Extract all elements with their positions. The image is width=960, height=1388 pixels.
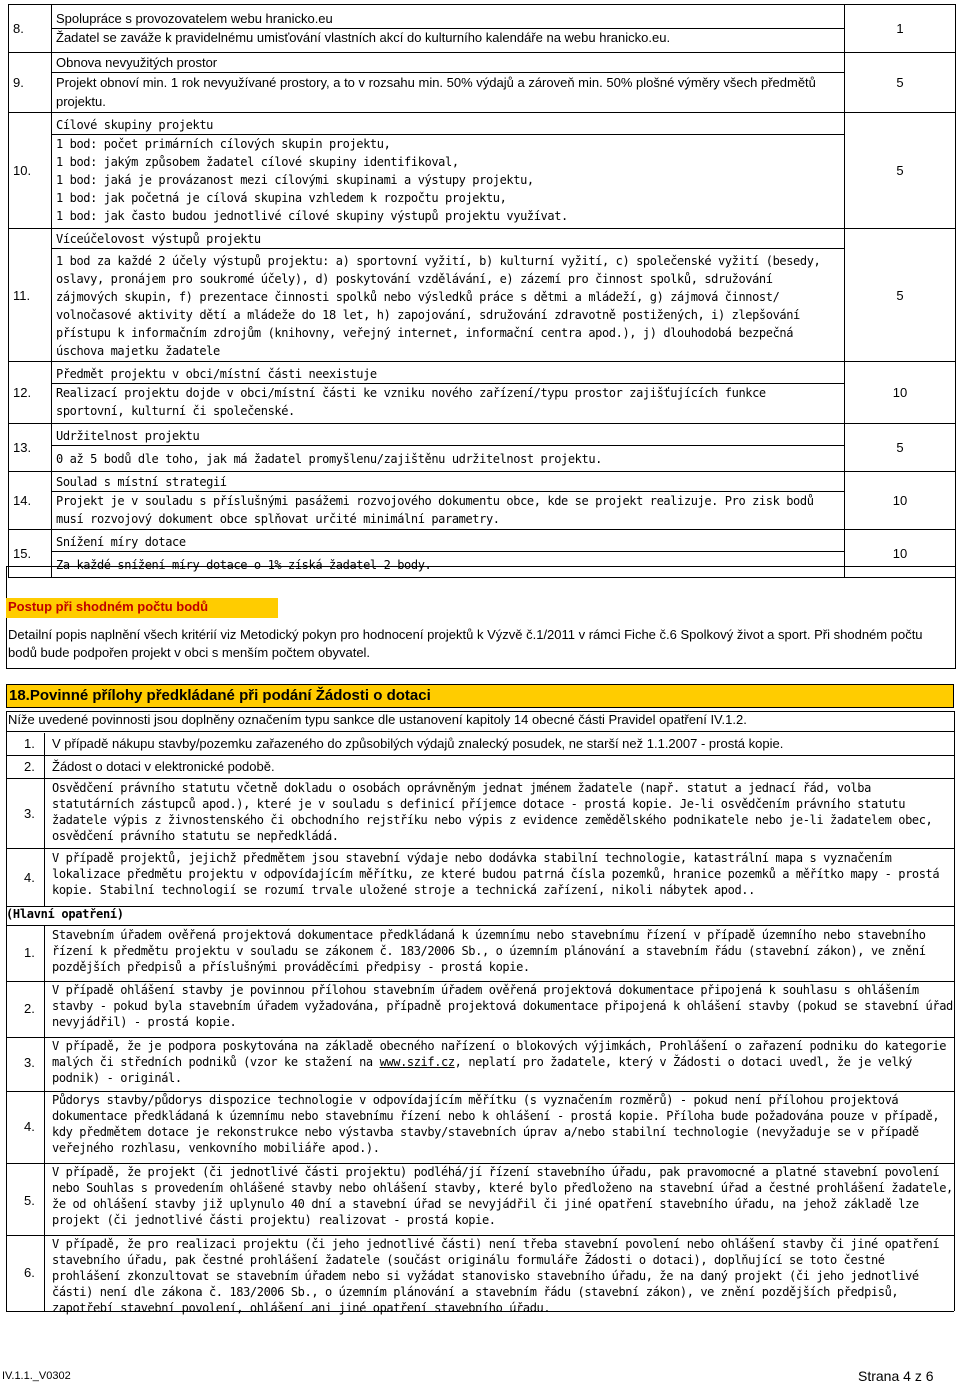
criterion-number: 12. <box>9 362 52 424</box>
criterion-number: 9. <box>9 53 52 113</box>
list-item: 4. V případě projektů, jejichž předmětem jsou stavební výdaje nebo dodávka stabilní technologie, katastrální mapa s vyznačením lokalizace předmětu projektu v odpovídajícím měřítku, ze které budou patrná čísla pozemků, hranice pozemků a měřítko mapy - prostá kopie. Stabilní technologií se rozumí trvale uložené stroje a technická zařízení, nikoli nábytek apod.. <box>24 851 940 897</box>
section-18-intro: Níže uvedené povinnosti jsou doplněny označením typu sankce dle ustanovení kapitoly 14 obecné části Pravidel opatření IV.1.2. <box>8 712 747 727</box>
criteria-row <box>9 229 956 362</box>
criterion-title: Soulad s místní strategií <box>56 475 227 489</box>
list-item: 2. V případě ohlášení stavby je povinnou přílohou stavebním úřadem ověřená projektová dokumentace připojená k souhlasu s ohlášením stavby - pokud byla stavebním úřadem vyžadována, případně projektová dokumentace připojená k ohlášení stavby (pokud se stavební úřad nevyjádřil) - prostá kopie. <box>24 983 953 1029</box>
criterion-number: 8. <box>9 5 52 53</box>
criterion-title: Snížení míry dotace <box>56 535 186 549</box>
criterion-text: Realizací projektu dojde v obci/místní části ke vzniku nového zařízení/typu prostor zajišťujících funkce sportovní, kulturní či společenské. <box>56 386 766 418</box>
list-item: 2. Žádost o dotaci v elektronické podobě. <box>24 759 275 774</box>
criterion-text: 1 bod: jaká je provázanost mezi cílovými skupinami a výstupy projektu, <box>56 173 534 187</box>
criteria-row <box>9 113 956 229</box>
criterion-text: 1 bod: jak často budou jednotlivé cílové skupiny výstupů projektu využívat. <box>56 209 568 223</box>
criterion-title: Obnova nevyužitých prostor <box>56 55 218 70</box>
criterion-points: 5 <box>845 53 956 113</box>
criterion-points: 5 <box>845 113 956 229</box>
criterion-points: 10 <box>845 530 956 578</box>
footer-doc-code: IV.1.1._V0302 <box>2 1370 71 1382</box>
criteria-row <box>9 362 956 424</box>
criterion-points: 1 <box>845 5 956 53</box>
criterion-number: 14. <box>9 472 52 530</box>
criterion-points: 10 <box>845 472 956 530</box>
criteria-row <box>9 424 956 472</box>
list-item: 6. V případě, že pro realizaci projektu (či jeho jednotlivé části) není třeba stavební povolení nebo ohlášení stavby či jiné opatření stavebního úřadu, pak čestné prohlášení žadatele (součást originálu formuláře Žádosti o dotaci), doplňující se toto čestné prohlášení zkonzultovat se stavebním úřadem nebo si vyžádat stanovisko stavebního úřadu, že na daný projekt (či jeho jednotlivé části) není dle zákona č. 183/2006 Sb., o územním plánování a stavebním řádu (stavební zákon), ve znění pozdějších předpisů, zapotřebí stavební povolení, ohlášení ani jiné opatření stavebního úřadu. <box>24 1237 940 1315</box>
main-measures-heading: (Hlavní opatření) <box>6 907 124 921</box>
list-item: 4. Půdorys stavby/půdorys dispozice technologie v odpovídajícím měřítku (s vyznačením rozměrů) - pokud není přílohou projektová dokumentace předkládaná k územnímu nebo stavebnímu řízení nebo k ohlášení - prostá kopie. Příloha bude požadována pouze v případě, kdy předmětem dotace je rekonstrukce nebo výstavba stavby/stavebních úprav a/nebo stabilní technologie (nevyžaduje se v případě veřejného rozhlasu, venkovního mobiliáře apod.). <box>24 1093 940 1155</box>
list-item-text: V případě, že je podpora poskytována na základě obecného nařízení o blokových výjimkách, Prohlášení o zařazení podniku do kategorie malých či středních podniků (vzor ke stažení na www.szif.cz, neplatí pro žadatele, který v Žádosti o dotaci uvedl, že je velký podnik) - originál. <box>52 1039 947 1085</box>
criteria-row <box>9 472 956 530</box>
criterion-number: 10. <box>9 113 52 229</box>
section-18-heading: 18.Povinné přílohy předkládané při podání Žádosti o dotaci <box>6 684 954 708</box>
criterion-title: Udržitelnost projektu <box>56 429 200 443</box>
criterion-text: 1 bod za každé 2 účely výstupů projektu: a) sportovní vyžití, b) kulturní vyžití, c) společenské vyžití (besedy, oslavy, pronájem pro soukromé účely), d) poskytování vzdělávání, e) zázemí pro činnost spolků, sdružování zájmových skupin, f) prezentace činnosti spolků nebo výsledků práce s dětmi a mládeží, g) zájmová činnost/ volnočasové aktivity dětí a mládeže do 18 let, h) zapojování, sdružování zdravotně postižených, i) zlepšování přístupu k informačním zdrojům (knihovny, veřejný internet, informační centra apod.), j) dlouhodobá bezpečná úschova majetku žadatele <box>56 254 821 358</box>
criterion-number: 15. <box>9 530 52 578</box>
criterion-text: 1 bod: jak početná je cílová skupina vzhledem k rozpočtu projektu, <box>56 191 507 205</box>
criterion-number: 11. <box>9 229 52 362</box>
criterion-text: Projekt je v souladu s příslušnými pasážemi rozvojového dokumentu obce, kde se projekt realizuje. Pro zisk bodů musí rozvojový dokument obce splňovat určité minimální parametry. <box>56 494 814 526</box>
criterion-title: Předmět projektu v obci/místní části neexistuje <box>56 367 377 381</box>
criteria-table <box>8 4 956 578</box>
criterion-points: 5 <box>845 424 956 472</box>
list-item: 5. V případě, že projekt (či jednotlivé části projektu) podléhá/jí řízení stavebního úřadu, pak pravomocné a platné stavební povolení nebo Souhlas s provedením ohlášené stavby nebo ohlášení stavby, které bylo předloženo na stavební úřad a čestné prohlášení žadatele, že od ohlášení stavby již uplynulo 40 dní a stavební úřad se nevyjádřil či jiné opatření stavebního úřadu, na jehož základě lze projekt (či jednotlivé části projektu) realizovat - prostá kopie. <box>24 1165 953 1227</box>
footer-page-number: Strana 4 z 6 <box>858 1368 934 1384</box>
criterion-text: 1 bod: počet primárních cílových skupin projektu, <box>56 137 391 151</box>
list-item: 1. Stavebním úřadem ověřená projektová dokumentace předkládaná k územnímu nebo stavebnímu řízení v případě územního nebo stavebního řízení k předmětu projektu v souladu se zákonem č. 183/2006 Sb., o územním plánování a stavebním řádu (stavební zákon), ve znění pozdějších předpisů a příslušnými prováděcími předpisy - prostá kopie. <box>24 928 926 974</box>
criterion-title: Spolupráce s provozovatelem webu hranicko.eu <box>56 11 333 26</box>
criterion-text: 1 bod: jakým způsobem žadatel cílové skupiny identifikoval, <box>56 155 459 169</box>
criteria-row <box>9 53 956 113</box>
criterion-number: 13. <box>9 424 52 472</box>
list-item: 3. V případě, že je podpora poskytována na základě obecného nařízení o blokových výjimkách, Prohlášení o zařazení podniku do kategorie malých či středních podniků (vzor ke stažení na www.szif.cz, neplatí pro žadatele, který v Žádosti o dotaci uvedl, že je velký podnik) - originál. <box>6 1037 954 1091</box>
criterion-text: Žadatel se zaváže k pravidelnému umisťování vlastních akcí do kulturního kalendáře na webu hranicko.eu. <box>56 30 671 45</box>
tie-break-heading: Postup při shodném počtu bodů <box>6 598 278 618</box>
criterion-text: Za každé snížení míry dotace o 1% získá žadatel 2 body. <box>56 558 432 572</box>
list-item: 1. V případě nákupu stavby/pozemku zařazeného do způsobilých výdajů znalecký posudek, ne starší než 1.1.2007 - prostá kopie. <box>24 736 784 751</box>
list-item: 3. Osvědčení právního statutu včetně dokladu o osobách oprávněným jednat jménem žadatele (např. statut a jednací řád, volba statutárních zástupců apod.), které je v souladu s definicí příjemce dotace - prostá kopie. Je-li osvědčením právního statutu žadatele výpis z živnostenského či obchodního rejstříku nebo výpis z evidence zemědělského podnikatele nebo je-li žadatelem obec, osvědčení právního statutu se nepředkládá. <box>24 781 933 843</box>
criterion-title: Cílové skupiny projektu <box>56 118 213 132</box>
criterion-title: Víceúčelovost výstupů projektu <box>56 232 261 246</box>
criterion-text: Projekt obnoví min. 1 rok nevyužívané prostory, a to v rozsahu min. 50% výdajů a zároveň min. 50% plošné výměry všech předmětů projektu. <box>56 75 816 109</box>
criteria-row <box>9 5 956 53</box>
criterion-points: 10 <box>845 362 956 424</box>
criterion-points: 5 <box>845 229 956 362</box>
szif-link[interactable]: www.szif.cz <box>379 1055 455 1069</box>
criterion-text: 0 až 5 bodů dle toho, jak má žadatel promyšlenu/zajištěnu udržitelnost projektu. <box>56 452 602 466</box>
tie-break-text: Detailní popis naplnění všech kritérií viz Metodický pokyn pro hodnocení projektů k Výzvě č.1/2011 v rámci Fiche č.6 Spolkový život a sport. Při shodném počtu bodů bude podpořen projekt v obci s menším počtem obyvatel. <box>8 627 923 660</box>
